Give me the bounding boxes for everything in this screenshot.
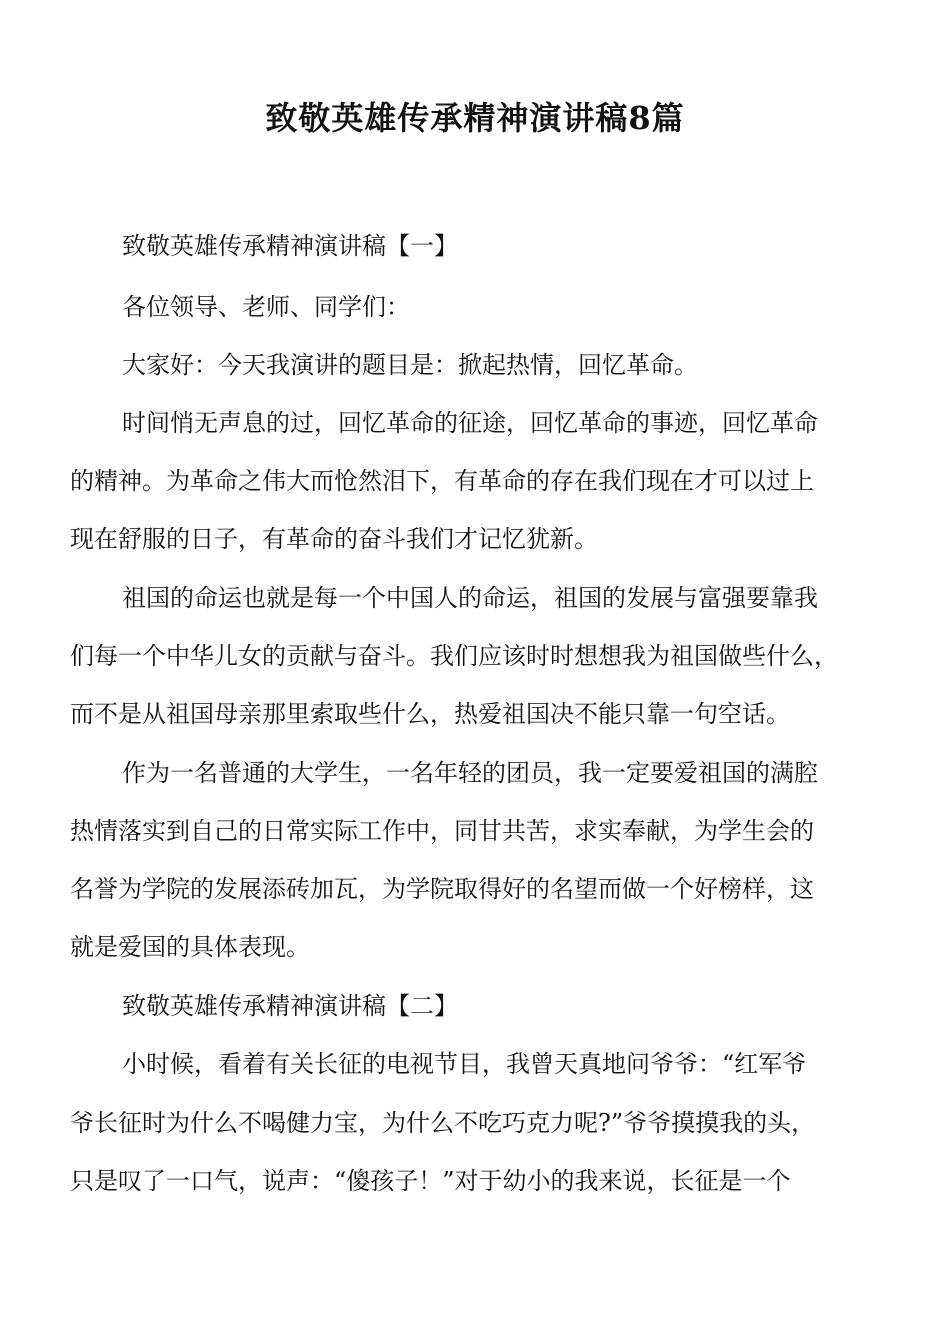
salutation: 各位领导、老师、同学们： [122, 293, 410, 321]
section-heading-1: 致敬英雄传承精神演讲稿【一】 [122, 232, 458, 260]
paragraph-line: 爷长征时为什么不喝健力宝，为什么不吃巧克力呢?”爷爷摸摸我的头， [70, 1109, 816, 1137]
paragraph-line: 祖国的命运也就是每一个中国人的命运，祖国的发展与富强要靠我 [122, 584, 818, 612]
paragraph-line: 而不是从祖国母亲那里索取些什么，热爱祖国决不能只靠一句空话。 [70, 700, 790, 728]
paragraph-line: 就是爱国的具体表现。 [70, 933, 310, 961]
paragraph-line: 名誉为学院的发展添砖加瓦，为学院取得好的名望而做一个好榜样，这 [70, 875, 814, 903]
paragraph-line: 只是叹了一口气，说声：“傻孩子！”对于幼小的我来说，长征是一个 [70, 1167, 791, 1195]
paragraph-line: 小时候，看着有关长征的电视节目，我曾天真地问爷爷：“红军爷 [122, 1050, 807, 1078]
paragraph-line: 们每一个中华儿女的贡献与奋斗。我们应该时时想想我为祖国做些什么， [70, 642, 838, 670]
paragraph-line: 时间悄无声息的过，回忆革命的征途，回忆革命的事迹，回忆革命 [122, 409, 818, 437]
paragraph-line: 大家好：今天我演讲的题目是：掀起热情，回忆革命。 [122, 351, 698, 379]
paragraph-line: 作为一名普通的大学生，一名年轻的团员，我一定要爱祖国的满腔 [122, 759, 818, 787]
paragraph-line: 现在舒服的日子，有革命的奋斗我们才记忆犹新。 [70, 525, 598, 553]
section-heading-2: 致敬英雄传承精神演讲稿【二】 [122, 992, 458, 1020]
document-title: 致敬英雄传承精神演讲稿8篇 [265, 99, 685, 137]
paragraph-line: 的精神。为革命之伟大而怆然泪下，有革命的存在我们现在才可以过上 [70, 467, 814, 495]
paragraph-line: 热情落实到自己的日常实际工作中，同甘共苦，求实奉献，为学生会的 [70, 817, 814, 845]
